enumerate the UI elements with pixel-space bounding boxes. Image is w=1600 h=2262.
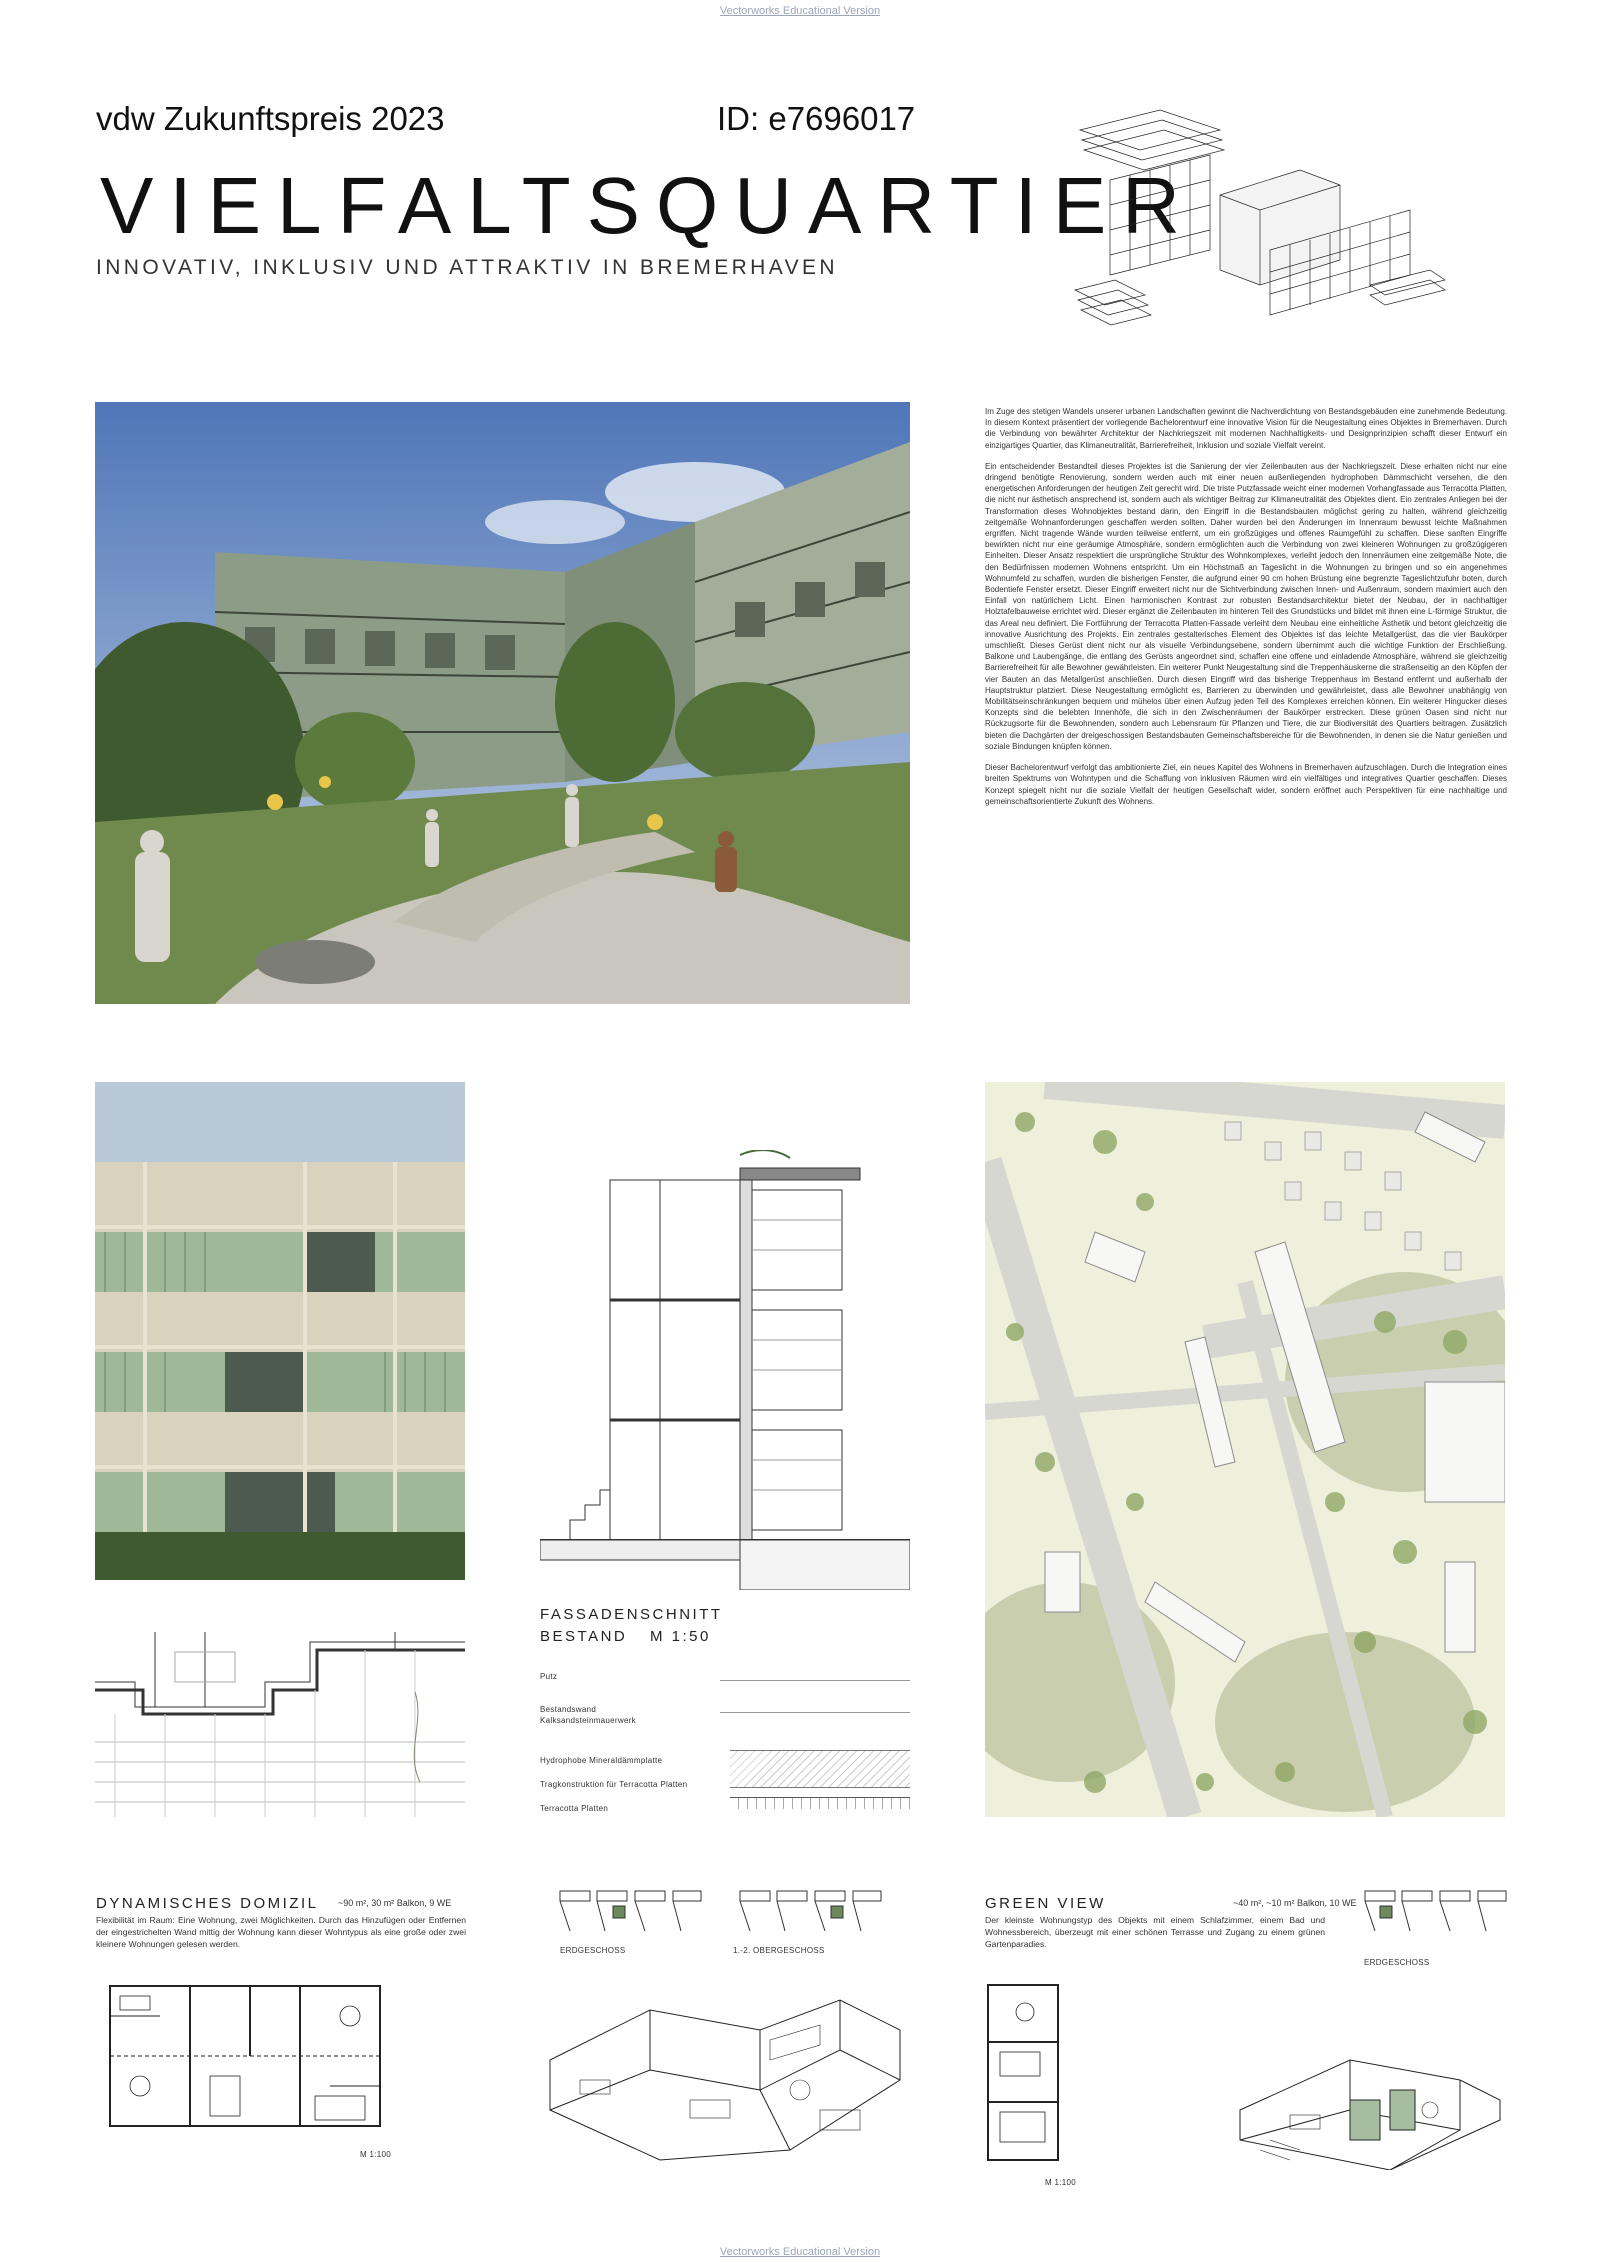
unit-large-axonometric (540, 1970, 910, 2170)
paragraph-intro: Im Zuge des stetigen Wandels unserer urbanen Landschaften gewinnt die Nachverdichtung von Bestandsgebäuden eine zunehmende Bedeutung. In diesem Kontext präsentiert der vorliegende Bachelorentwurf eine innovative Vision für die Neugestaltung eines Objektes in Bremerhaven. Durch die Verbindung von bewährter Architektur der Nachkriegszeit mit modernen Nachhaltigkeits- und Designprinzipien schafft dieser Entwurf ein einzigartiges Quartier, das Klimaneutralität, Barrierefreiheit, Inklusion und soziale Vielfalt vereint. (985, 407, 1507, 450)
paragraph-main: Ein entscheidender Bestandteil dieses Projektes ist die Sanierung der vier Zeilenbauten aus der Nachkriegszeit. Diese erhalten nicht nur eine dringend benötigte Renovierung, sondern werden auch mit einer neuen außenliegenden hydrophoben Dämmschicht versehen, die den energetischen Anforderungen der heutigen Zeit gerecht wird. Die triste Putzfassade weicht einer modernen Vorhangfassade aus Terracotta Platten, die nicht nur ästhetisch ansprechend ist, sondern auch als wichtiger Beitrag zur Klimaneutralität des Objektes dient. Ein zentrales Anliegen bei der Transformation dieses Wohnobjektes bestand darin, den Eingriff in die Bestandsbauten möglichst gering zu halten, während gleichzeitig zeitgemäße Wohnanforderungen geschaffen werden sollten. Daher wurden bei den Änderungen im Innenraum bewusst leichte Maßnahmen ergriffen. Nicht tragende Wände wurden teilweise entfernt, um ein großzügiges und offenes Raumgefühl zu schaffen. Diese sanften Eingriffe bewirkten nicht nur eine geräumige Atmosphäre, sondern ermöglichten auch die Verbindung von zwei kleineren Wohnungen zu großzügigeren Einheiten. Dieser Ansatz respektiert die ursprüngliche Struktur des Wohnkomplexes, verleiht jedoch den Innenräumen eine zeitgemäße Note, die den Bedürfnissen modernen Wohnens entspricht. Um ein Höchstmaß an Tageslicht in die Wohnungen zu bringen und so ein angenehmes Wohnumfeld zu schaffen, wurden die bisherigen Fenster, die aufgrund einer 90 cm hohen Brüstung eine begrenzte Tageslichtzufuhr boten, durch Bodentiefe Fenster ersetzt. Dieser Eingriff erweitert nicht nur die Sichtverbindung zwischen Innen- und Außenraum, sondern maximiert auch den Einfall von natürlichem Licht. Einen harmonischen Kontrast zur robusten Bestandsarchitektur bietet der Neubau, der in nachhaltiger Holztafelbauweise errichtet wird. Dieser ergänzt die Zeilenbauten im hinteren Teil des Grundstücks und bildet mit ihnen eine L-förmige Struktur, die das Areal neu definiert. Die Fortführung der Terracotta Platten-Fassade verleiht dem Neubau eine einheitliche Ästhetik und betont gleichzeitig die innovative Ausrichtung des Projekts. Ein zentrales gestalterisches Element des Objektes ist das leichte Metallgerüst, das die vier Baukörper umschließt. Dieses Gerüst dient nicht nur als visuelle Verbindungsebene, sondern übernimmt auch die wichtige Funktion der Erschließung. Balkone und Laubengänge, die entlang des Gerüsts angeordnet sind, schaffen eine offene und einladende Atmosphäre, während sie gleichzeitig Barrierefreiheit für alle Bewohner gewährleisten. Ein weiterer Punkt Neugestaltung sind die Treppenhäuskerne die straßenseitig an den Köpfen der vier Bauten an das Metallgerüst anschließen. Durch diesen Eingriff wird das bisherige Treppenhaus im Bestand entfernt und außerhalb der Hauptstruktur platziert. Diese Neugestaltung ermöglicht es, Barrieren zu überwinden und gewährleistet, dass alle Bewohner unabhängig von Mobilitätseinschränkungen bequem und mühelos über einen Aufzug jeden Teil des Komplexes erreichen können. Ein weiterer Hingucker dieses Konzepts sind die belebten Innenhöfe, die sich in den Zwischenräumen der Baukörper erstrecken. Diese grünen Oasen sind nicht nur Rückzugsorte für die Bewohnenden, sondern auch Lebensraum für Pflanzen und Tiere, die zur Biodiversität des Quartiers beitragen. Zusätzlich bieten die Dachgärten der dreigeschossigen Bestandsbauten Gemeinschaftsbereiche für die Bewohnenden, in denen sie die Natur genießen und soziale Bindungen knüpfen können. (985, 461, 1507, 751)
layer-terracotta: Terracotta Platten (540, 1804, 609, 1813)
axo-building-block (1220, 170, 1340, 285)
competition-name: vdw Zukunftspreis 2023 (96, 100, 445, 137)
watermark-top: Vectorworks Educational Version (719, 5, 881, 17)
unit-small-axonometric (1230, 2020, 1510, 2170)
key-plan-small (1360, 1886, 1510, 1936)
page-subtitle: INNOVATIV, INKLUSIV UND ATTRAKTIV IN BREMERHAVEN (96, 256, 838, 279)
section-scale: M 1:50 (650, 1628, 711, 1645)
plan-detail (95, 1632, 465, 1817)
unit-small-scale: M 1:100 (1045, 2178, 1077, 2187)
section-title-line1: FASSADENSCHNITT (540, 1606, 723, 1623)
site-plan (985, 1082, 1505, 1817)
layer-wall-line (720, 1712, 910, 1713)
layer-plaster-line (720, 1680, 910, 1681)
page-title: VIELFALTSQUARTIER (100, 161, 1196, 250)
project-id: ID: e7696017 (717, 100, 916, 137)
paragraph-conclusion: Dieser Bachelorentwurf verfolgt das ambitionierte Ziel, ein neues Kapitel des Wohnens in Bremerhaven aufzuschlagen. Durch die Integration eines breiten Spektrums von Wohntypen und die Schaffung von inklusiven Räumen wird ein vielfältiges und integratives Quartier geschaffen. Dieses Konzept spiegelt nicht nur die soziale Vielfalt der heutigen Gesellschaft wider, sondern eröffnet auch Perspektiven für eine nachhaltige und gemeinschaftsorientierte Zukunft des Wohnens. (985, 763, 1507, 806)
unit-large-specs: ~90 m², 30 m² Balkon, 9 WE (338, 1898, 452, 1908)
unit-large-title: DYNAMISCHES DOMIZIL (96, 1895, 319, 1912)
key-plan-ground (555, 1886, 705, 1936)
layer-substructure: Tragkonstruktion für Terracotta Platten (540, 1780, 688, 1789)
facade-rendering (95, 1082, 465, 1580)
key-label-small: ERDGESCHOSS (1364, 1958, 1430, 1967)
layer-existing-wall: Bestandswand Kalksandsteinmauerwerk (540, 1705, 636, 1725)
unit-large-description: Flexibilität im Raum: Eine Wohnung, zwei Möglichkeiten. Durch das Hinzufügen oder Entfernen der eingestrichelten Wand mittig der Wohnung kann dieser Wohntypus als eine große oder zwei kleinere Wohnungen gelesen werden. (96, 1915, 466, 1949)
unit-small-floorplan (985, 1982, 1061, 2168)
unit-large-scale: M 1:100 (360, 2150, 392, 2159)
unit-small-title: GREEN VIEW (985, 1895, 1106, 1912)
courtyard-rendering (95, 402, 910, 1004)
key-plan-upper (735, 1886, 885, 1936)
layer-terracotta-hatch (730, 1797, 910, 1809)
axo-roof-slabs (1080, 110, 1224, 170)
exploded-axonometric (1070, 100, 1450, 350)
layer-plaster: Putz (540, 1672, 558, 1681)
unit-small-specs: ~40 m², ~10 m² Balkon, 10 WE (1233, 1898, 1357, 1908)
unit-large-floorplan (100, 1976, 390, 2138)
key-label-ground: ERDGESCHOSS (560, 1946, 626, 1955)
key-label-upper: 1.-2. OBERGESCHOSS (733, 1946, 825, 1955)
unit-small-description: Der kleinste Wohnungstyp des Objekts mit einem Schlafzimmer, einem Bad und Wohnessbereich, überzeugt mit einer schönen Terrasse und Zugang zu einem grünen Gartenparadies. (985, 1915, 1325, 1949)
axo-scaffold-left (1110, 155, 1210, 275)
facade-section-drawing (540, 1150, 910, 1590)
section-title-line2: BESTAND (540, 1628, 628, 1645)
project-description (985, 406, 1507, 817)
layer-insulation-hatch (730, 1750, 910, 1788)
watermark-bottom: Vectorworks Educational Version (719, 2246, 881, 2258)
layer-insulation: Hydrophobe Mineraldämmplatte (540, 1756, 663, 1765)
